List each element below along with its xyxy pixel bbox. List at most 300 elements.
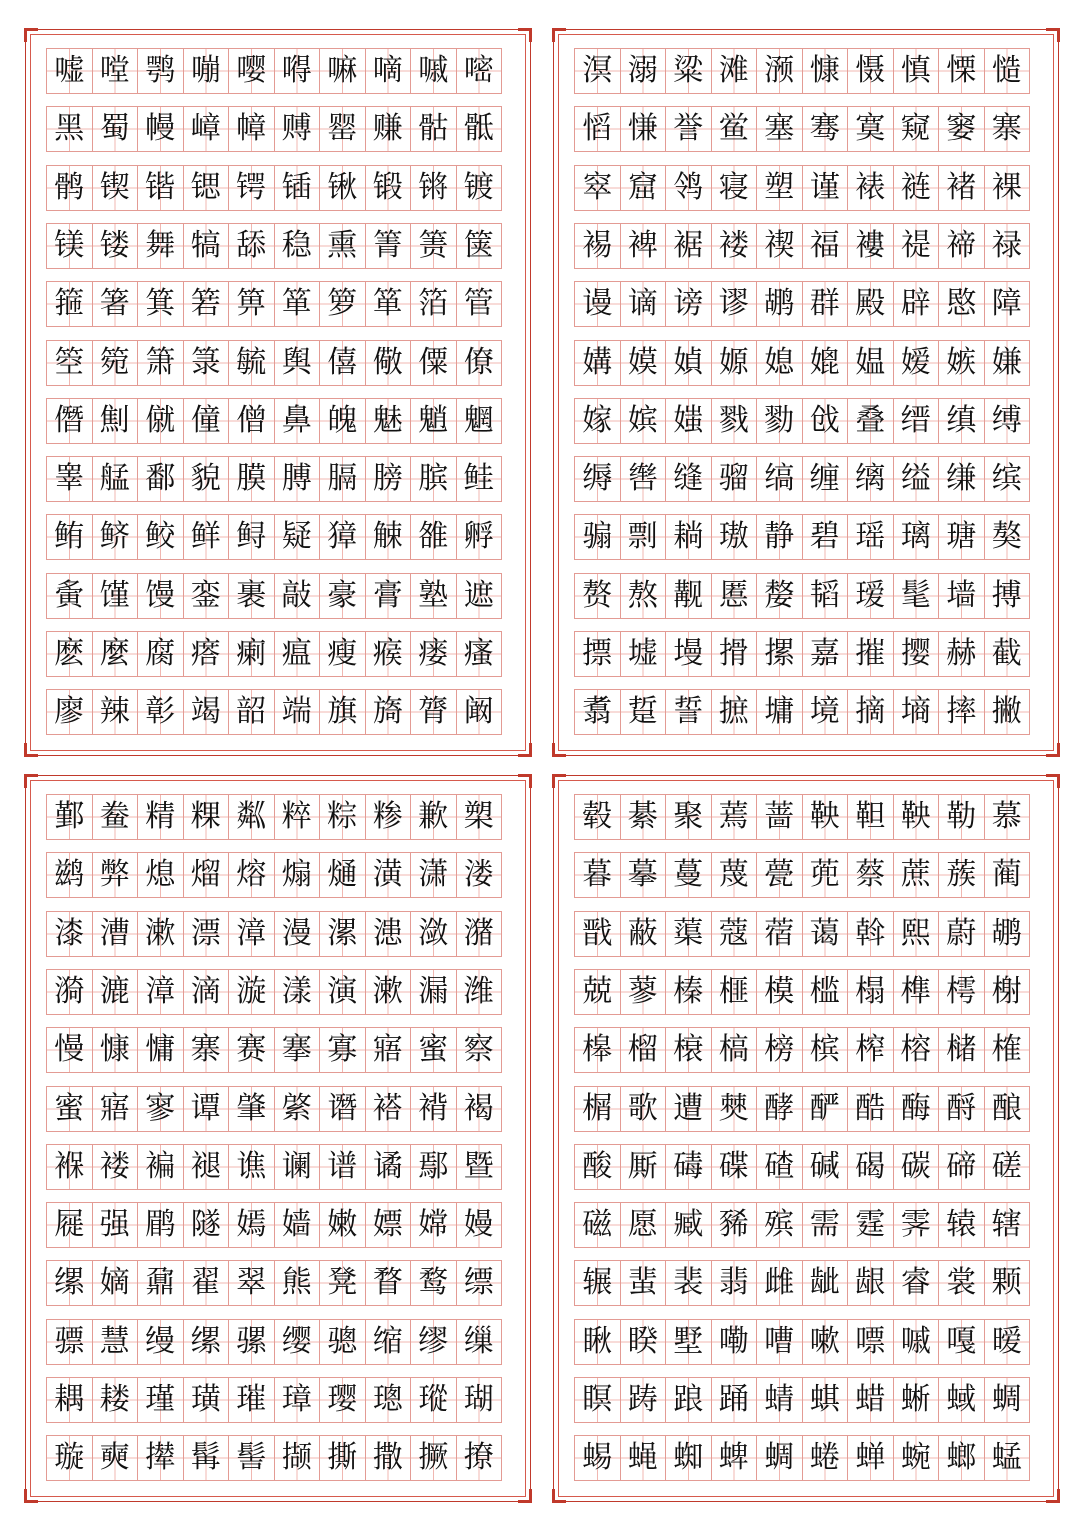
character-cell: 蝉	[847, 1435, 894, 1481]
character-cell: 缦	[137, 1319, 184, 1365]
character-row	[46, 573, 501, 619]
character-cell: 膜	[228, 456, 275, 502]
character-cell: 褙	[410, 1086, 457, 1132]
character-cell: 搴	[274, 1027, 321, 1073]
character-cell: 雒	[410, 514, 457, 560]
character-row	[574, 1027, 1029, 1073]
character-cell: 谲	[365, 1144, 412, 1190]
character-cell: 鲔	[46, 514, 93, 560]
character-cell: 瞀	[365, 1260, 412, 1306]
character-cell: 遮	[456, 573, 503, 619]
character-cell: 蜮	[938, 1377, 985, 1423]
character-cell: 煽	[274, 852, 321, 898]
character-cell: 搏	[984, 573, 1031, 619]
character-cell: 僰	[711, 1086, 758, 1132]
character-cell: 韶	[228, 689, 275, 735]
character-cell: 髻	[228, 1435, 275, 1481]
frame-corner-ornament	[24, 774, 38, 788]
character-cell: 嘁	[410, 48, 457, 94]
character-cell: 谩	[574, 281, 621, 327]
character-cell: 箜	[46, 340, 93, 386]
character-cell: 槛	[802, 969, 849, 1015]
character-cell: 锻	[365, 165, 412, 211]
character-cell: 媜	[665, 340, 712, 386]
character-cell: 骷	[410, 106, 457, 152]
character-cell: 榕	[893, 1027, 940, 1073]
character-row	[574, 456, 1029, 502]
character-cell: 戬	[574, 911, 621, 957]
character-cell: 谰	[274, 1144, 321, 1190]
character-cell: 撇	[984, 689, 1031, 735]
frame-corner-ornament	[552, 28, 566, 42]
character-cell: 誓	[665, 689, 712, 735]
character-cell: 察	[456, 1027, 503, 1073]
character-cell: 厮	[620, 1144, 667, 1190]
character-cell: 隧	[183, 1202, 230, 1248]
character-cell: 褛	[92, 1144, 139, 1190]
frame-corner-ornament	[552, 774, 566, 788]
character-cell: 熬	[620, 573, 667, 619]
character-row	[46, 631, 501, 677]
character-cell: 鲟	[228, 514, 275, 560]
character-cell: 静	[756, 514, 803, 560]
character-cell: 罂	[319, 106, 366, 152]
character-cell: 觏	[665, 573, 712, 619]
character-cell: 僧	[228, 398, 275, 444]
character-cell: 谭	[183, 1086, 230, 1132]
character-row	[574, 340, 1029, 386]
character-cell: 酷	[847, 1086, 894, 1132]
character-cell: 鹘	[46, 165, 93, 211]
character-row	[574, 106, 1029, 152]
character-cell: 潍	[456, 969, 503, 1015]
character-cell: 暨	[456, 1144, 503, 1190]
character-row	[46, 1144, 501, 1190]
character-row	[46, 1319, 501, 1365]
character-cell: 慷	[802, 48, 849, 94]
character-cell: 碡	[665, 1144, 712, 1190]
character-cell: 勒	[938, 794, 985, 840]
character-cell: 熊	[274, 1260, 321, 1306]
character-cell: 舆	[274, 340, 321, 386]
character-cell: 漱	[137, 911, 184, 957]
character-cell: 旗	[319, 689, 366, 735]
character-cell: 箓	[183, 340, 230, 386]
character-cell: 愿	[620, 1202, 667, 1248]
character-row	[574, 48, 1029, 94]
character-cell: 璎	[319, 1377, 366, 1423]
character-cell: 榷	[984, 1027, 1031, 1073]
character-cell: 榍	[574, 1086, 621, 1132]
character-row	[46, 969, 501, 1015]
character-row	[574, 969, 1029, 1015]
character-cell: 漩	[228, 969, 275, 1015]
character-cell: 翡	[711, 1260, 758, 1306]
character-cell: 翠	[228, 1260, 275, 1306]
character-cell: 誉	[665, 106, 712, 152]
character-cell: 嘘	[46, 48, 93, 94]
character-cell: 璁	[365, 1377, 412, 1423]
character-cell: 幔	[137, 106, 184, 152]
character-cell: 群	[802, 281, 849, 327]
character-cell: 媸	[665, 398, 712, 444]
character-cell: 蔫	[711, 794, 758, 840]
frame-corner-ornament	[1046, 743, 1060, 757]
character-cell: 溇	[456, 852, 503, 898]
character-cell: 鲞	[92, 794, 139, 840]
character-cell: 漳	[137, 969, 184, 1015]
character-cell: 鲜	[183, 514, 230, 560]
character-cell: 凳	[319, 1260, 366, 1306]
character-cell: 戮	[711, 398, 758, 444]
character-cell: 赛	[228, 1027, 275, 1073]
character-cell: 碧	[802, 514, 849, 560]
character-cell: 魈	[410, 398, 457, 444]
practice-sheet-bottom-right	[553, 775, 1059, 1502]
character-cell: 熏	[319, 223, 366, 269]
character-cell: 鹕	[984, 911, 1031, 957]
character-cell: 嫉	[938, 340, 985, 386]
character-cell: 嫔	[620, 398, 667, 444]
character-cell: 碲	[938, 1144, 985, 1190]
character-cell: 摔	[938, 689, 985, 735]
character-row	[46, 398, 501, 444]
character-cell: 蔑	[711, 852, 758, 898]
character-cell: 綮	[274, 1086, 321, 1132]
character-cell: 槔	[574, 1027, 621, 1073]
character-cell: 辖	[984, 1202, 1031, 1248]
character-cell: 箦	[410, 223, 457, 269]
character-cell: 撩	[456, 1435, 503, 1481]
character-cell: 滴	[183, 969, 230, 1015]
character-cell: 聚	[665, 794, 712, 840]
character-cell: 褛	[711, 223, 758, 269]
character-cell: 镂	[92, 223, 139, 269]
character-cell: 搰	[711, 631, 758, 677]
character-cell: 粹	[274, 794, 321, 840]
character-cell: 潋	[410, 911, 457, 957]
character-cell: 蜿	[893, 1435, 940, 1481]
character-cell: 截	[984, 631, 1031, 677]
character-cell: 漯	[319, 911, 366, 957]
frame-corner-ornament	[1046, 774, 1060, 788]
character-row	[574, 1144, 1029, 1190]
character-row	[46, 1377, 501, 1423]
character-cell: 端	[274, 689, 321, 735]
character-cell: 樗	[938, 969, 985, 1015]
character-cell: 暧	[984, 1319, 1031, 1365]
character-cell: 骡	[228, 1319, 275, 1365]
character-cell: 熘	[183, 852, 230, 898]
frame-corner-ornament	[518, 743, 532, 757]
character-cell: 蔼	[802, 911, 849, 957]
character-cell: 漉	[92, 969, 139, 1015]
character-cell: 寥	[137, 1086, 184, 1132]
character-cell: 麽	[46, 631, 93, 677]
character-row	[574, 165, 1029, 211]
character-cell: 僮	[183, 398, 230, 444]
character-cell: 蜥	[893, 1377, 940, 1423]
character-cell: 蔗	[893, 852, 940, 898]
character-cell: 箅	[228, 281, 275, 327]
character-row	[46, 689, 501, 735]
character-cell: 潇	[410, 852, 457, 898]
character-cell: 踊	[711, 1377, 758, 1423]
practice-sheet-top-right	[553, 29, 1059, 756]
character-cell: 嘚	[274, 48, 321, 94]
character-cell: 膀	[365, 456, 412, 502]
frame-corner-ornament	[552, 743, 566, 757]
character-cell: 裨	[620, 223, 667, 269]
character-row	[46, 1260, 501, 1306]
character-cell: 嫄	[711, 340, 758, 386]
character-cell: 缧	[46, 1260, 93, 1306]
character-cell: 弊	[92, 852, 139, 898]
frame-corner-ornament	[518, 774, 532, 788]
character-cell: 颗	[984, 1260, 1031, 1306]
character-cell: 嫠	[756, 573, 803, 619]
character-cell: 獒	[984, 514, 1031, 560]
character-cell: 箐	[365, 223, 412, 269]
character-cell: 暮	[574, 852, 621, 898]
character-cell: 酸	[574, 1144, 621, 1190]
character-cell: 塑	[756, 165, 803, 211]
character-cell: 臧	[665, 1202, 712, 1248]
character-cell: 蜜	[410, 1027, 457, 1073]
character-cell: 僭	[46, 398, 93, 444]
character-cell: 竭	[183, 689, 230, 735]
character-cell: 漱	[365, 969, 412, 1015]
character-cell: 裼	[574, 223, 621, 269]
character-cell: 髯	[183, 1435, 230, 1481]
character-cell: 槁	[711, 1027, 758, 1073]
character-cell: 戗	[802, 398, 849, 444]
character-cell: 甍	[756, 852, 803, 898]
character-cell: 嘁	[893, 1319, 940, 1365]
frame-corner-ornament	[1046, 1489, 1060, 1503]
character-cell: 剽	[620, 514, 667, 560]
character-cell: 模	[756, 969, 803, 1015]
character-cell: 漪	[46, 969, 93, 1015]
character-cell: 箩	[319, 281, 366, 327]
character-cell: 熥	[319, 852, 366, 898]
character-cell: 蜡	[847, 1377, 894, 1423]
character-cell: 綦	[620, 794, 667, 840]
character-row	[574, 281, 1029, 327]
character-cell: 榱	[665, 1027, 712, 1073]
character-cell: 瑽	[410, 1377, 457, 1423]
character-row	[574, 1319, 1029, 1365]
character-cell: 踌	[620, 1377, 667, 1423]
character-cell: 璋	[274, 1377, 321, 1423]
character-cell: 屣	[46, 1202, 93, 1248]
character-cell: 蜚	[620, 1260, 667, 1306]
character-cell: 槟	[802, 1027, 849, 1073]
character-cell: 嶂	[183, 106, 230, 152]
character-cell: 酿	[984, 1086, 1031, 1132]
character-cell: 谪	[620, 281, 667, 327]
character-cell: 麼	[92, 631, 139, 677]
character-cell: 鞅	[893, 794, 940, 840]
character-cell: 嫚	[456, 1202, 503, 1248]
character-cell: 睾	[46, 456, 93, 502]
character-cell: 褓	[46, 1144, 93, 1190]
character-cell: 锷	[228, 165, 275, 211]
character-row	[46, 514, 501, 560]
character-cell: 酹	[938, 1086, 985, 1132]
character-cell: 旖	[365, 689, 412, 735]
character-cell: 蜱	[711, 1435, 758, 1481]
character-cell: 骞	[802, 106, 849, 152]
character-cell: 缣	[938, 456, 985, 502]
character-cell: 箬	[183, 281, 230, 327]
character-row	[46, 1435, 501, 1481]
character-cell: 鲚	[92, 514, 139, 560]
character-cell: 缪	[410, 1319, 457, 1365]
character-row	[574, 398, 1029, 444]
character-cell: 碳	[893, 1144, 940, 1190]
character-cell: 慕	[984, 794, 1031, 840]
character-cell: 貌	[183, 456, 230, 502]
character-cell: 嫣	[228, 1202, 275, 1248]
character-cell: 碣	[847, 1144, 894, 1190]
character-cell: 愍	[938, 281, 985, 327]
character-cell: 箪	[274, 281, 321, 327]
character-cell: 僚	[456, 340, 503, 386]
character-cell: 耦	[46, 1377, 93, 1423]
character-cell: 骝	[711, 456, 758, 502]
character-cell: 蔻	[711, 911, 758, 957]
character-cell: 慑	[847, 48, 894, 94]
character-cell: 骠	[46, 1319, 93, 1365]
character-row	[46, 281, 501, 327]
character-cell: 墙	[938, 573, 985, 619]
character-row	[46, 340, 501, 386]
character-cell: 兢	[574, 969, 621, 1015]
character-cell: 箢	[92, 340, 139, 386]
character-cell: 窭	[938, 106, 985, 152]
character-cell: 踉	[665, 1377, 712, 1423]
character-cell: 魄	[319, 398, 366, 444]
character-cell: 蔷	[756, 794, 803, 840]
character-row	[574, 1086, 1029, 1132]
character-cell: 嘛	[319, 48, 366, 94]
character-cell: 斡	[847, 911, 894, 957]
character-cell: 嘀	[365, 48, 412, 94]
character-cell: 演	[319, 969, 366, 1015]
character-cell: 缙	[893, 398, 940, 444]
frame-corner-ornament	[552, 1489, 566, 1503]
character-cell: 歉	[410, 794, 457, 840]
character-cell: 槠	[938, 1027, 985, 1073]
character-cell: 嫌	[984, 340, 1031, 386]
character-cell: 赚	[365, 106, 412, 152]
character-cell: 蜜	[46, 1086, 93, 1132]
character-cell: 鞅	[802, 794, 849, 840]
character-cell: 寨	[984, 106, 1031, 152]
character-cell: 窣	[574, 165, 621, 211]
character-cell: 赙	[274, 106, 321, 152]
character-cell: 蔽	[620, 911, 667, 957]
character-cell: 缠	[802, 456, 849, 502]
character-cell: 艋	[92, 456, 139, 502]
character-cell: 黑	[46, 106, 93, 152]
character-cell: 裳	[938, 1260, 985, 1306]
character-cell: 殿	[847, 281, 894, 327]
character-cell: 僦	[137, 398, 184, 444]
character-cell: 殡	[756, 1202, 803, 1248]
frame-corner-ornament	[24, 1489, 38, 1503]
character-cell: 谤	[665, 281, 712, 327]
character-cell: 蔡	[847, 852, 894, 898]
character-cell: 慥	[984, 48, 1031, 94]
character-cell: 瞅	[574, 1319, 621, 1365]
character-cell: 嘎	[938, 1319, 985, 1365]
character-row	[574, 631, 1029, 677]
character-cell: 蜞	[802, 1377, 849, 1423]
character-cell: 璜	[183, 1377, 230, 1423]
character-cell: 辟	[893, 281, 940, 327]
character-cell: 蓼	[620, 969, 667, 1015]
character-cell: 蓿	[756, 911, 803, 957]
character-cell: 嘈	[756, 1319, 803, 1365]
character-cell: 褚	[938, 165, 985, 211]
character-cell: 霆	[847, 1202, 894, 1248]
character-row	[46, 794, 501, 840]
frame-corner-ornament	[518, 28, 532, 42]
character-cell: 耥	[665, 514, 712, 560]
character-cell: 慝	[711, 573, 758, 619]
character-cell: 锶	[183, 165, 230, 211]
character-cell: 粼	[228, 794, 275, 840]
character-cell: 璈	[711, 514, 758, 560]
character-cell: 蔟	[938, 852, 985, 898]
character-cell: 夤	[46, 573, 93, 619]
character-cell: 镀	[456, 165, 503, 211]
character-cell: 榫	[893, 969, 940, 1015]
character-cell: 踅	[620, 689, 667, 735]
character-cell: 缡	[847, 456, 894, 502]
character-cell: 漕	[92, 911, 139, 957]
character-cell: 撵	[137, 1435, 184, 1481]
character-row	[574, 852, 1029, 898]
character-cell: 磋	[984, 1144, 1031, 1190]
character-cell: 獐	[319, 514, 366, 560]
character-cell: 睽	[620, 1319, 667, 1365]
character-cell: 榴	[620, 1027, 667, 1073]
character-row	[574, 1260, 1029, 1306]
character-cell: 粱	[665, 48, 712, 94]
character-cell: 禊	[756, 223, 803, 269]
character-cell: 慄	[938, 48, 985, 94]
character-cell: 慷	[92, 1027, 139, 1073]
character-cell: 缢	[893, 456, 940, 502]
character-cell: 蜩	[984, 1377, 1031, 1423]
character-cell: 鲛	[137, 514, 184, 560]
character-cell: 赘	[574, 573, 621, 619]
character-cell: 箍	[46, 281, 93, 327]
character-cell: 鹚	[46, 852, 93, 898]
character-cell: 慆	[574, 106, 621, 152]
character-cell: 璇	[46, 1435, 93, 1481]
character-row	[46, 911, 501, 957]
character-cell: 箸	[92, 281, 139, 327]
character-row	[574, 1435, 1029, 1481]
character-cell: 缥	[456, 1260, 503, 1306]
character-cell: 嘧	[456, 48, 503, 94]
character-cell: 嘞	[711, 1319, 758, 1365]
character-cell: 稳	[274, 223, 321, 269]
